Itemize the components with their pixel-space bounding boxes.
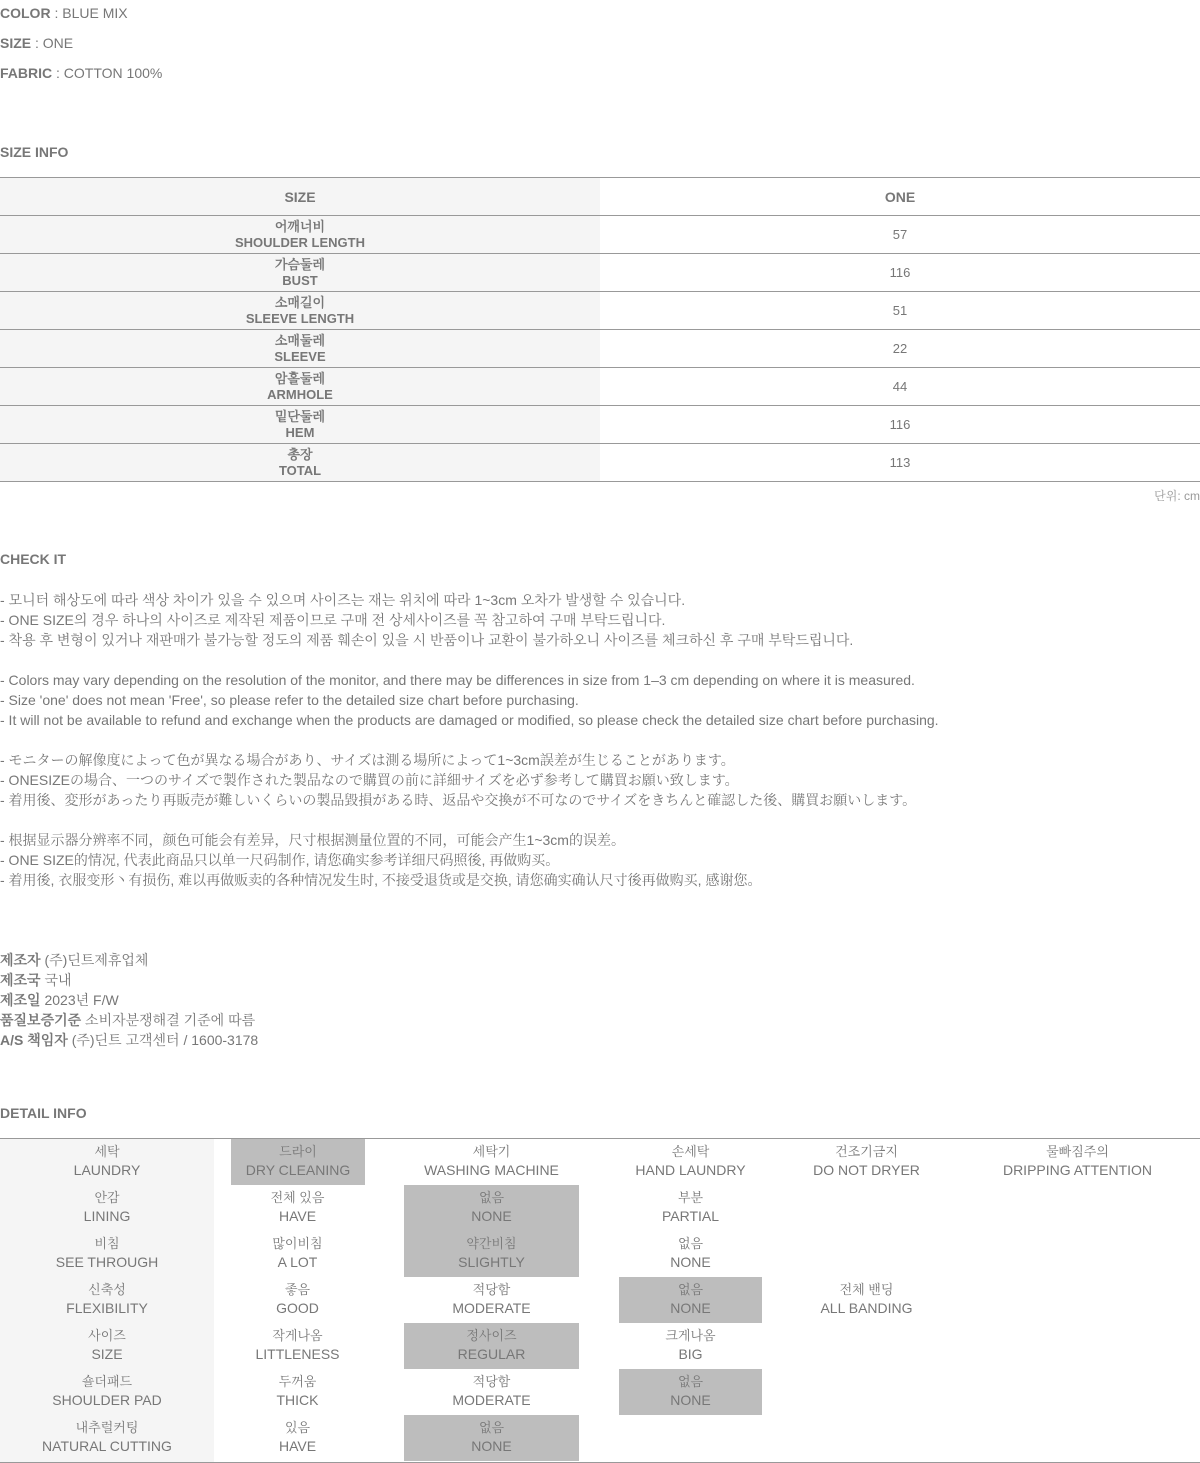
size-row-label-ko: 가슴둘레 [274, 256, 326, 272]
detail-en: MODERATE [452, 1392, 531, 1408]
size-row-label [0, 444, 600, 482]
spec-color [0, 4, 128, 22]
detail-en: NONE [670, 1254, 711, 1270]
detail-option [214, 1369, 381, 1415]
maker-row [0, 990, 258, 1010]
maker-value: 소비자분쟁해결 기준에 따름 [81, 1012, 256, 1028]
note-line: - ONESIZEの場合、一つのサイズで製作された製品なので購買の前に詳細サイズを必ず参考して購買お願い致します。 [0, 772, 739, 788]
size-row-label [0, 368, 600, 406]
detail-grid [0, 1138, 1200, 1463]
detail-ko: 없음 [677, 1282, 704, 1297]
size-row-label-ko: 암홀둘레 [274, 370, 326, 386]
detail-en: NATURAL CUTTING [42, 1438, 172, 1454]
detail-en: SLIGHTLY [458, 1254, 525, 1270]
size-row-value: 57 [600, 216, 1200, 254]
note-line: - Colors may vary depending on the resolution of the monitor, and there may be differences in size from 1–3 cm depending on where it is measured. [0, 672, 915, 688]
detail-row-label [0, 1415, 214, 1461]
detail-option [404, 1185, 579, 1231]
size-row [0, 368, 1200, 406]
detail-option [404, 1415, 579, 1461]
size-row-label-ko: 총장 [287, 446, 313, 462]
size-row [0, 254, 1200, 292]
detail-option [404, 1231, 579, 1277]
detail-ko: 전체 있음 [270, 1190, 325, 1205]
detail-option [603, 1139, 778, 1185]
maker-value: (주)딘트제휴업체 [40, 952, 149, 968]
detail-en: LITTLENESS [255, 1346, 340, 1362]
detail-en: PARTIAL [661, 1208, 720, 1224]
maker-label: 제조자 [0, 952, 41, 968]
detail-en: WASHING MACHINE [424, 1162, 559, 1178]
size-table [0, 177, 1200, 482]
size-row-value: 116 [600, 254, 1200, 292]
size-row-label-ko: 소매둘레 [274, 332, 326, 348]
detail-ko: 숄더패드 [81, 1374, 133, 1389]
detail-row-label [0, 1139, 214, 1185]
note-line: - 着用後, 衣服变形丶有损伤, 难以再做贩卖的各种情况发生时, 不接受退货或是交换, 请您确实确认尺寸後再做购买, 感谢您。 [0, 872, 762, 888]
detail-en: DO NOT DRYER [813, 1162, 920, 1178]
size-row-value: 22 [600, 330, 1200, 368]
detail-en: NONE [471, 1208, 512, 1224]
size-row-label [0, 254, 600, 292]
detail-ko: 손세탁 [671, 1144, 710, 1159]
detail-en: LINING [83, 1208, 131, 1224]
maker-label: 품질보증기준 [0, 1012, 82, 1028]
size-info-title: SIZE INFO [0, 144, 69, 160]
note-gap [0, 650, 939, 670]
detail-en: DRY CLEANING [245, 1162, 351, 1178]
maker-value: 2023년 F/W [40, 992, 119, 1008]
note-line: - 根据显示器分辨率不同，颜色可能会有差异，尺寸根据测量位置的不同，可能会产生1~3cm的误差。 [0, 832, 625, 848]
detail-option [619, 1277, 762, 1323]
size-row-label [0, 292, 600, 330]
detail-en: GOOD [276, 1300, 319, 1316]
detail-en: BIG [678, 1346, 703, 1362]
size-row [0, 216, 1200, 254]
detail-ko: 약간비침 [466, 1236, 517, 1251]
note-line: - ONE SIZE的情况, 代表此商品只以单一尺码制作, 请您确实参考详细尺码照後, 再做购买。 [0, 852, 560, 868]
size-row-label [0, 216, 600, 254]
detail-ko: 세탁기 [472, 1144, 511, 1159]
detail-row-label [0, 1185, 214, 1231]
detail-en: SHOULDER PAD [52, 1392, 162, 1408]
detail-option [214, 1415, 381, 1461]
size-row [0, 444, 1200, 482]
detail-ko: 물빠짐주의 [1046, 1144, 1109, 1159]
detail-en: DRIPPING ATTENTION [1002, 1162, 1153, 1178]
maker-label: 제조일 [0, 992, 41, 1008]
detail-ko: 정사이즈 [466, 1328, 517, 1343]
size-row-value: 116 [600, 406, 1200, 444]
detail-option [955, 1139, 1200, 1185]
detail-option [603, 1323, 778, 1369]
maker-row [0, 970, 258, 990]
detail-ko: 부분 [677, 1190, 704, 1205]
detail-ko: 신축성 [88, 1282, 126, 1297]
spec-value: : ONE [31, 35, 74, 51]
detail-option [404, 1277, 579, 1323]
detail-option [603, 1231, 778, 1277]
detail-ko: 적당함 [472, 1374, 511, 1389]
detail-en: A LOT [277, 1254, 318, 1270]
maker-info [0, 950, 258, 1050]
spec-value: : BLUE MIX [50, 5, 128, 21]
size-row-label-en: SLEEVE LENGTH [245, 310, 355, 326]
detail-ko: 두꺼움 [278, 1374, 317, 1389]
size-row-label-en: TOTAL [278, 462, 322, 478]
note-line: - 着用後、変形があったり再販売が難しいくらいの製品毀損がある時、返品や交換が不可なのでサイズをきちんと確認した後、購買お願いします。 [0, 792, 917, 808]
detail-row-label [0, 1231, 214, 1277]
size-row-value: 51 [600, 292, 1200, 330]
size-row [0, 292, 1200, 330]
size-row-label-en: HEM [285, 424, 315, 440]
detail-option [214, 1277, 381, 1323]
detail-option [603, 1185, 778, 1231]
detail-option [231, 1139, 365, 1185]
size-table-header [0, 178, 1200, 216]
detail-info-title: DETAIL INFO [0, 1105, 87, 1121]
size-row [0, 330, 1200, 368]
spec-label: SIZE [0, 35, 32, 51]
check-it-title: CHECK IT [0, 551, 67, 567]
detail-ko: 없음 [478, 1190, 505, 1205]
note-line: - It will not be available to refund and exchange when the products are damaged or modified, so please check the detailed size chart before purchasing. [0, 712, 939, 728]
maker-row [0, 1010, 258, 1030]
detail-option [214, 1231, 381, 1277]
detail-en: NONE [471, 1438, 512, 1454]
detail-ko: 안감 [94, 1190, 120, 1205]
detail-row-label [0, 1277, 214, 1323]
detail-ko: 없음 [677, 1236, 704, 1251]
size-row [0, 406, 1200, 444]
size-row-label-en: ARMHOLE [267, 386, 333, 402]
detail-ko: 사이즈 [88, 1328, 126, 1343]
note-line: - 착용 후 변형이 있거나 재판매가 불가능할 정도의 제품 훼손이 있을 시 반품이나 교환이 불가하오니 사이즈를 체크하신 후 구매 부탁드립니다. [0, 632, 854, 648]
detail-ko: 좋음 [284, 1282, 311, 1297]
detail-option [404, 1323, 579, 1369]
detail-ko: 세탁 [94, 1144, 120, 1159]
detail-ko: 전체 밴딩 [839, 1282, 894, 1297]
size-row-label-en: BUST [282, 272, 318, 288]
size-row-label [0, 330, 600, 368]
maker-row [0, 1030, 258, 1050]
maker-row [0, 950, 258, 970]
size-row-label [0, 406, 600, 444]
size-row-label-ko: 어깨너비 [274, 218, 326, 234]
note-gap [0, 810, 939, 830]
maker-value: 국내 [40, 972, 72, 988]
size-header-value: ONE [600, 178, 1200, 216]
detail-en: MODERATE [452, 1300, 531, 1316]
detail-ko: 많이비침 [272, 1236, 323, 1251]
note-line: - 모니터 해상도에 따라 색상 차이가 있을 수 있으며 사이즈는 재는 위치에 따라 1~3cm 오차가 발생할 수 있습니다. [0, 592, 686, 608]
note-line: - Size 'one' does not mean 'Free', so please refer to the detailed size chart before purchasing. [0, 692, 579, 708]
detail-option [404, 1139, 579, 1185]
detail-en: NONE [670, 1392, 711, 1408]
detail-ko: 작게나옴 [272, 1328, 323, 1343]
detail-option [404, 1369, 579, 1415]
note-line: - ONE SIZE의 경우 하나의 사이즈로 제작된 제품이므로 구매 전 상세사이즈를 꼭 참고하여 구매 부탁드립니다. [0, 612, 666, 628]
unit-note: 단위: cm [1154, 489, 1200, 503]
size-row-label-ko: 소매길이 [274, 294, 326, 310]
detail-option [214, 1323, 381, 1369]
note-gap [0, 730, 939, 750]
spec-value: : COTTON 100% [52, 65, 163, 81]
detail-ko: 드라이 [279, 1144, 317, 1159]
detail-en: HAVE [278, 1438, 317, 1454]
detail-en: SIZE [91, 1346, 123, 1362]
detail-en: HAND LAUNDRY [635, 1162, 746, 1178]
detail-ko: 없음 [478, 1420, 505, 1435]
maker-label: A/S 책임자 [0, 1032, 68, 1048]
detail-option [214, 1185, 381, 1231]
detail-ko: 없음 [677, 1374, 704, 1389]
detail-en: ALL BANDING [820, 1300, 913, 1316]
detail-en: LAUNDRY [73, 1162, 141, 1178]
size-header-label: SIZE [0, 178, 600, 216]
detail-row-label [0, 1369, 214, 1415]
size-row-label-ko: 밑단둘레 [274, 408, 326, 424]
spec-label: COLOR [0, 5, 51, 21]
size-row-value: 113 [600, 444, 1200, 482]
detail-en: HAVE [278, 1208, 317, 1224]
detail-row-label [0, 1323, 214, 1369]
detail-en: NONE [670, 1300, 711, 1316]
detail-ko: 크게나옴 [665, 1328, 716, 1343]
detail-ko: 비침 [94, 1236, 120, 1251]
detail-ko: 있음 [284, 1420, 311, 1435]
spec-fabric [0, 64, 162, 82]
detail-option [619, 1369, 762, 1415]
maker-label: 제조국 [0, 972, 41, 988]
maker-value: (주)딘트 고객센터 / 1600-3178 [67, 1032, 259, 1048]
check-it-notes [0, 590, 939, 890]
spec-size [0, 34, 73, 52]
detail-ko: 적당함 [472, 1282, 511, 1297]
detail-ko: 건조기금지 [835, 1144, 898, 1159]
detail-en: REGULAR [457, 1346, 526, 1362]
size-row-value: 44 [600, 368, 1200, 406]
detail-en: FLEXIBILITY [66, 1300, 148, 1316]
note-line: - モニターの解像度によって色が異なる場合があり、サイズは測る場所によって1~3cm誤差が生じることがあります。 [0, 752, 735, 768]
size-row-label-en: SLEEVE [274, 348, 326, 364]
detail-en: SEE THROUGH [55, 1254, 159, 1270]
size-row-label-en: SHOULDER LENGTH [235, 234, 365, 250]
detail-ko: 내추럴커팅 [75, 1420, 139, 1435]
spec-label: FABRIC [0, 65, 53, 81]
detail-option [778, 1139, 955, 1185]
detail-en: THICK [276, 1392, 319, 1408]
detail-option [778, 1277, 955, 1323]
